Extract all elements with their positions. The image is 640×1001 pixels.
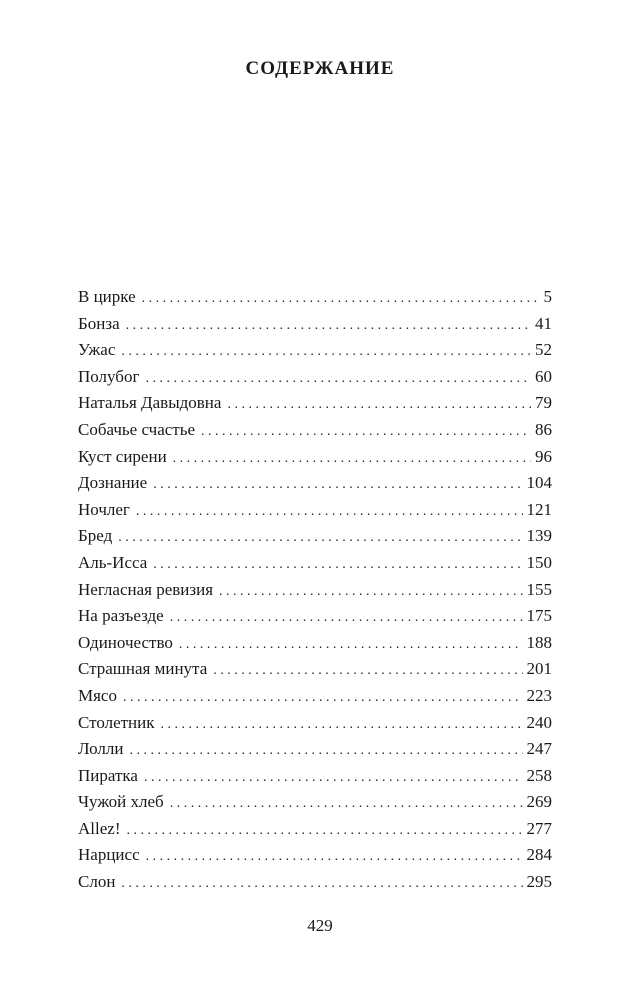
dot-leader — [170, 791, 523, 818]
toc-entry-page: 223 — [526, 685, 552, 705]
dot-leader — [136, 499, 523, 526]
toc-entry[interactable] — [78, 284, 552, 311]
dot-leader — [123, 685, 523, 712]
toc-entry-title: Ночлег — [78, 499, 130, 519]
toc-entry-title: Ужас — [78, 340, 116, 360]
toc-entry[interactable] — [78, 311, 552, 338]
toc-entry[interactable] — [78, 390, 552, 417]
dot-leader — [153, 552, 522, 579]
dot-leader — [213, 658, 522, 685]
toc-entry[interactable] — [78, 577, 552, 604]
toc-entry-title: Лолли — [78, 739, 124, 759]
dot-leader — [126, 313, 531, 340]
toc-entry-page: 240 — [526, 712, 552, 732]
dot-leader — [170, 605, 523, 632]
dot-leader — [161, 712, 523, 739]
toc-entry-page: 86 — [535, 419, 552, 439]
toc-entry-page: 258 — [526, 765, 552, 785]
toc-entry-page: 284 — [526, 845, 552, 865]
toc-entry-title: Наталья Давыдовна — [78, 393, 222, 413]
toc-entry-title: Куст сирени — [78, 446, 167, 466]
toc-entry[interactable] — [78, 364, 552, 391]
toc-entry-title: В цирке — [78, 287, 136, 306]
toc-entry[interactable] — [78, 816, 552, 843]
toc-entry-page: 79 — [535, 393, 552, 413]
toc-entry[interactable] — [78, 710, 552, 737]
dot-leader — [121, 871, 522, 898]
dot-leader — [144, 765, 523, 792]
dot-leader — [227, 392, 531, 419]
toc-entry-title: Чужой хлеб — [78, 792, 164, 812]
toc-entry-page: 175 — [526, 606, 552, 626]
toc-entry-title: На разъезде — [78, 606, 164, 626]
toc-entry-page: 5 — [543, 287, 552, 306]
toc-entry-page: 277 — [526, 818, 552, 838]
dot-leader — [118, 525, 522, 552]
dot-leader — [126, 818, 522, 845]
toc-entry-title: Allez! — [78, 818, 121, 838]
toc-entry-title: Страшная минута — [78, 659, 208, 679]
dot-leader — [219, 579, 522, 606]
toc-entry-page: 96 — [535, 446, 552, 466]
toc-entry-title: Столетник — [78, 712, 155, 732]
page-title: СОДЕРЖАНИЕ — [245, 58, 395, 79]
toc-entry[interactable] — [78, 736, 552, 763]
dot-leader — [153, 472, 522, 499]
toc-entry[interactable] — [78, 630, 552, 657]
toc-entry-page: 188 — [526, 632, 552, 652]
page-number: 429 — [307, 916, 333, 935]
toc-entry-title: Слон — [78, 872, 116, 892]
toc-entry-page: 139 — [526, 526, 552, 546]
toc-entry-title: Аль-Исса — [78, 552, 148, 572]
toc-entry-title: Дознание — [78, 473, 148, 493]
toc-entry[interactable] — [78, 683, 552, 710]
toc-entry[interactable] — [78, 763, 552, 790]
toc-entry[interactable] — [78, 656, 552, 683]
toc-entry-title: Негласная ревизия — [78, 579, 214, 599]
toc-entry[interactable] — [78, 417, 552, 444]
toc-entry-page: 41 — [535, 313, 552, 333]
toc-entry-title: Мясо — [78, 685, 117, 705]
dot-leader — [179, 632, 523, 659]
toc-entry-title: Нарцисс — [78, 845, 140, 865]
dot-leader — [121, 339, 531, 366]
toc-entry[interactable] — [78, 842, 552, 869]
toc-entry-title: Собачье счастье — [78, 419, 196, 439]
dot-leader — [129, 738, 522, 765]
toc-entry-page: 121 — [526, 499, 552, 519]
toc-entry-page: 201 — [526, 659, 552, 679]
toc-entry[interactable] — [78, 444, 552, 471]
toc-entry-page: 155 — [526, 579, 552, 599]
toc-entry[interactable] — [78, 497, 552, 524]
toc-entry-page: 295 — [526, 872, 552, 892]
toc-entry-page: 60 — [535, 366, 552, 386]
dot-leader — [145, 366, 531, 393]
dot-leader — [173, 446, 531, 473]
toc-entry-page: 247 — [526, 739, 552, 759]
toc-entry[interactable] — [78, 603, 552, 630]
toc-entry-page: 52 — [535, 340, 552, 360]
toc-entry-page: 104 — [526, 473, 552, 493]
toc-entry[interactable] — [78, 550, 552, 577]
toc-entry-title: Полубог — [78, 366, 140, 386]
toc-entry[interactable] — [78, 337, 552, 364]
toc-entry[interactable] — [78, 470, 552, 497]
toc-entry[interactable] — [78, 869, 552, 896]
toc-entry-title: Бред — [78, 526, 113, 546]
dot-leader — [142, 286, 540, 313]
table-of-contents — [78, 284, 552, 896]
toc-entry-page: 150 — [526, 552, 552, 572]
toc-entry[interactable] — [78, 523, 552, 550]
toc-entry-title: Пиратка — [78, 765, 138, 785]
toc-entry-title: Одиночество — [78, 632, 173, 652]
toc-entry[interactable] — [78, 789, 552, 816]
dot-leader — [146, 844, 523, 871]
dot-leader — [201, 419, 531, 446]
toc-entry-title: Бонза — [78, 313, 120, 333]
toc-entry-page: 269 — [526, 792, 552, 812]
